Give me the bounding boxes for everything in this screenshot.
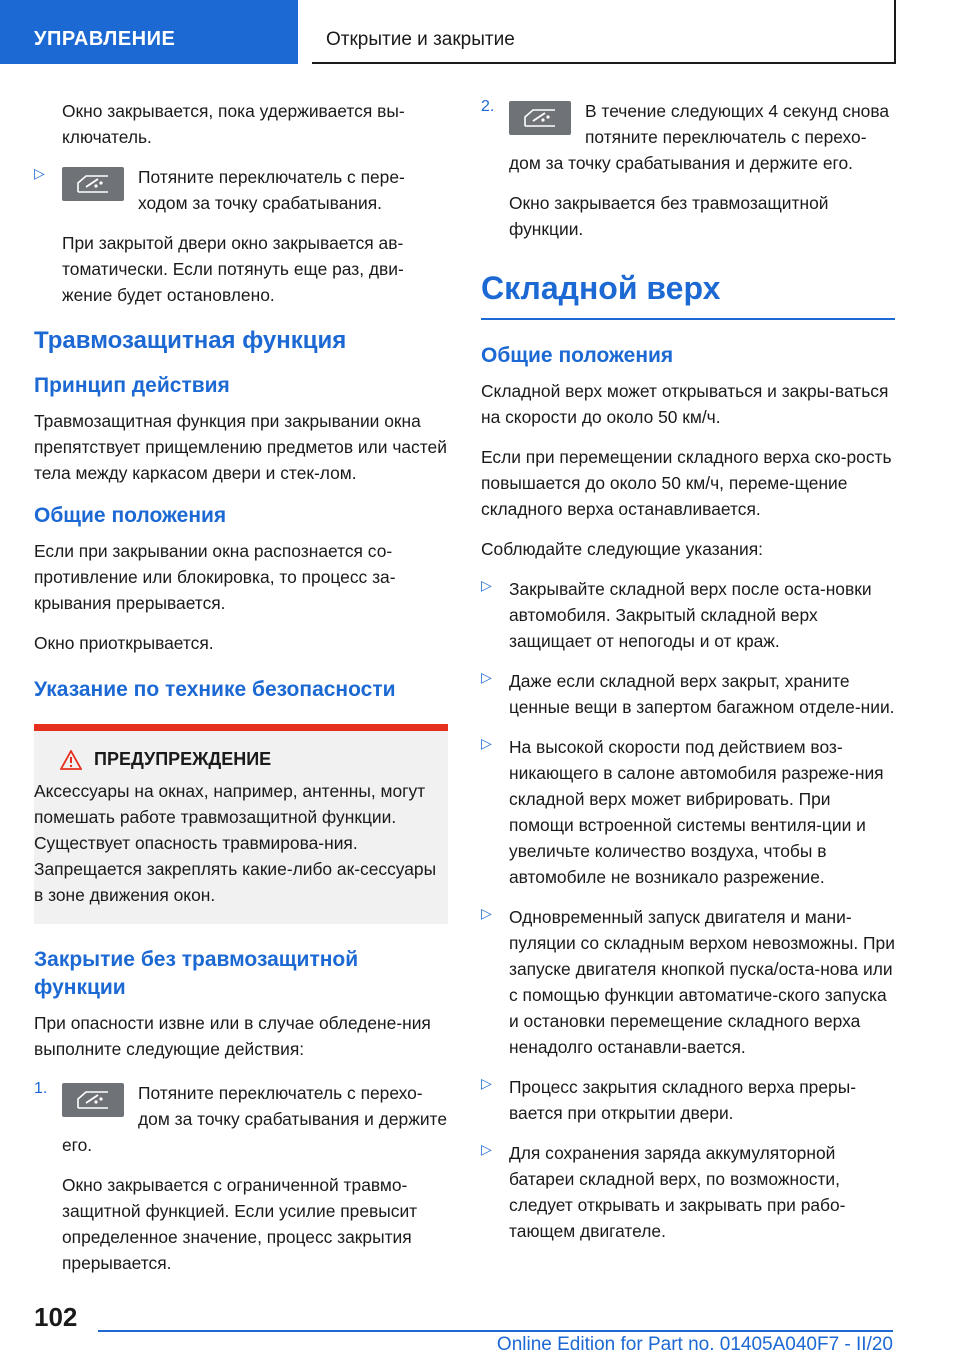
- bullet-triangle-icon: ▷: [481, 577, 492, 593]
- header-section-tab: [0, 0, 298, 64]
- bullet-item: [481, 1140, 895, 1244]
- window-switch-icon: [62, 167, 124, 201]
- bullet-item: [481, 668, 895, 720]
- bullet-item: [481, 576, 895, 654]
- bullet-text: Закрывайте складной верх после оста-новки автомобиля. Закрытый складной верх защищает от непогоды и от краж.: [509, 579, 872, 651]
- bullet-text: Для сохранения заряда аккумуляторной батареи складной верх, по возможности, следует открывать и закрывать при рабо-тающем двигателе.: [509, 1143, 846, 1241]
- warning-box: [34, 724, 448, 924]
- paragraph: Окно закрывается, пока удерживается вы-ключатель.: [62, 101, 405, 147]
- heading-folding-roof: Складной верх: [481, 268, 895, 320]
- paragraph: Окно приоткрывается.: [34, 633, 214, 653]
- paragraph: Соблюдайте следующие указания:: [481, 539, 763, 559]
- warning-title-row: [34, 749, 448, 770]
- step-text: В течение следующих 4 секунд снова потяните переключатель с перехо-дом за точку срабатывания и держите его.: [509, 101, 890, 173]
- bullet-triangle-icon: ▷: [34, 165, 45, 181]
- paragraph: Окно закрывается без травмозащитной функции.: [509, 193, 829, 239]
- paragraph: Складной верх может открываться и закры-ваться на скорости до около 50 км/ч.: [481, 381, 889, 427]
- bullet-triangle-icon: ▷: [481, 669, 492, 685]
- step-number: 2.: [481, 98, 495, 115]
- paragraph: Если при закрывании окна распознается со-противление или блокировка, то процесс за-крывания прерывается.: [34, 541, 396, 613]
- bullet-triangle-icon: ▷: [481, 1141, 492, 1157]
- page-number: 102: [34, 1302, 78, 1332]
- bullet-item: [481, 904, 895, 1060]
- header-subsection: Открытие и закрытие: [326, 29, 515, 50]
- heading-safety: Указание по технике безопасности: [34, 678, 396, 701]
- footer-edition: Online Edition for Part no. 01405A040F7 - II/20: [496, 1334, 893, 1355]
- paragraph: Если при перемещении складного верха ско-рость повышается до около 50 км/ч, переме-щение складного верха останавливается.: [481, 447, 892, 519]
- bullet-text: Одновременный запуск двигателя и мани-пуляции со складным верхом невозможны. При запуске двигателя кнопкой пуска/оста-нова или с помощью функции автоматиче-ского запуска и остановки перемещение складного верха ненадолго останавли-вается.: [509, 907, 895, 1057]
- header-subsection-tab: [312, 0, 896, 64]
- bullet-triangle-icon: ▷: [481, 1075, 492, 1091]
- warning-triangle-icon: [60, 750, 82, 770]
- bullet-item: [481, 734, 895, 890]
- step-number: 1.: [34, 1080, 48, 1097]
- bullet-text: Процесс закрытия складного верха преры-вается при открытии двери.: [509, 1077, 856, 1123]
- bullet-item: [481, 1074, 895, 1126]
- heading-protection: Травмозащитная функция: [34, 327, 347, 354]
- bullet-triangle-icon: ▷: [481, 735, 492, 751]
- heading-close-without: Закрытие без травмозащитной функции: [34, 948, 359, 999]
- bullet-triangle-icon: ▷: [481, 905, 492, 921]
- warning-title: ПРЕДУПРЕЖДЕНИЕ: [94, 749, 272, 769]
- heading-general-roof: Общие положения: [481, 344, 674, 367]
- right-column: [481, 98, 895, 1258]
- paragraph: Окно закрывается с ограниченной травмо-защитной функцией. Если усилие превысит определенное значение, процесс закрытия прерывается.: [62, 1175, 418, 1273]
- paragraph: Травмозащитная функция при закрывании окна препятствует прищемлению предметов или частей тела между каркасом двери и стек-лом.: [34, 411, 447, 483]
- window-switch-icon: [62, 1083, 124, 1117]
- footer-divider: [98, 1330, 893, 1332]
- step-1: [34, 1080, 448, 1158]
- bullet-text: На высокой скорости под действием воз-никающего в салоне автомобиля разреже-ния складной верх может вибрировать. При помощи встроенной системы вентиля-ции и увеличьте количество воздуха, чтобы в автомобиле не возникало разрежение.: [509, 737, 884, 887]
- step-text: Потяните переключатель с перехо-дом за точку срабатывания и держите его.: [62, 1083, 447, 1155]
- warning-text: Аксессуары на окнах, например, антенны, могут помешать работе травмозащитной функции. Существует опасность травмирова-ния. Запрещается закреплять какие-либо ак-сессуары в зоне движения окон.: [34, 781, 437, 905]
- heading-principle: Принцип действия: [34, 374, 230, 397]
- bullet-item: [34, 164, 448, 216]
- paragraph: При закрытой двери окно закрывается ав-томатически. Если потянуть еще раз, дви-жение будет остановлено.: [62, 233, 404, 305]
- bullet-text: Потяните переключатель с пере-ходом за точку срабатывания.: [138, 167, 405, 213]
- paragraph: При опасности извне или в случае обледене-ния выполните следующие действия:: [34, 1013, 431, 1059]
- window-switch-icon: [509, 101, 571, 135]
- header-section: УПРАВЛЕНИЕ: [34, 28, 176, 50]
- step-2: [481, 98, 895, 176]
- heading-general: Общие положения: [34, 504, 227, 527]
- bullet-text: Даже если складной верх закрыт, храните ценные вещи в запертом багажном отделе-нии.: [509, 671, 895, 717]
- left-column: [34, 98, 448, 1290]
